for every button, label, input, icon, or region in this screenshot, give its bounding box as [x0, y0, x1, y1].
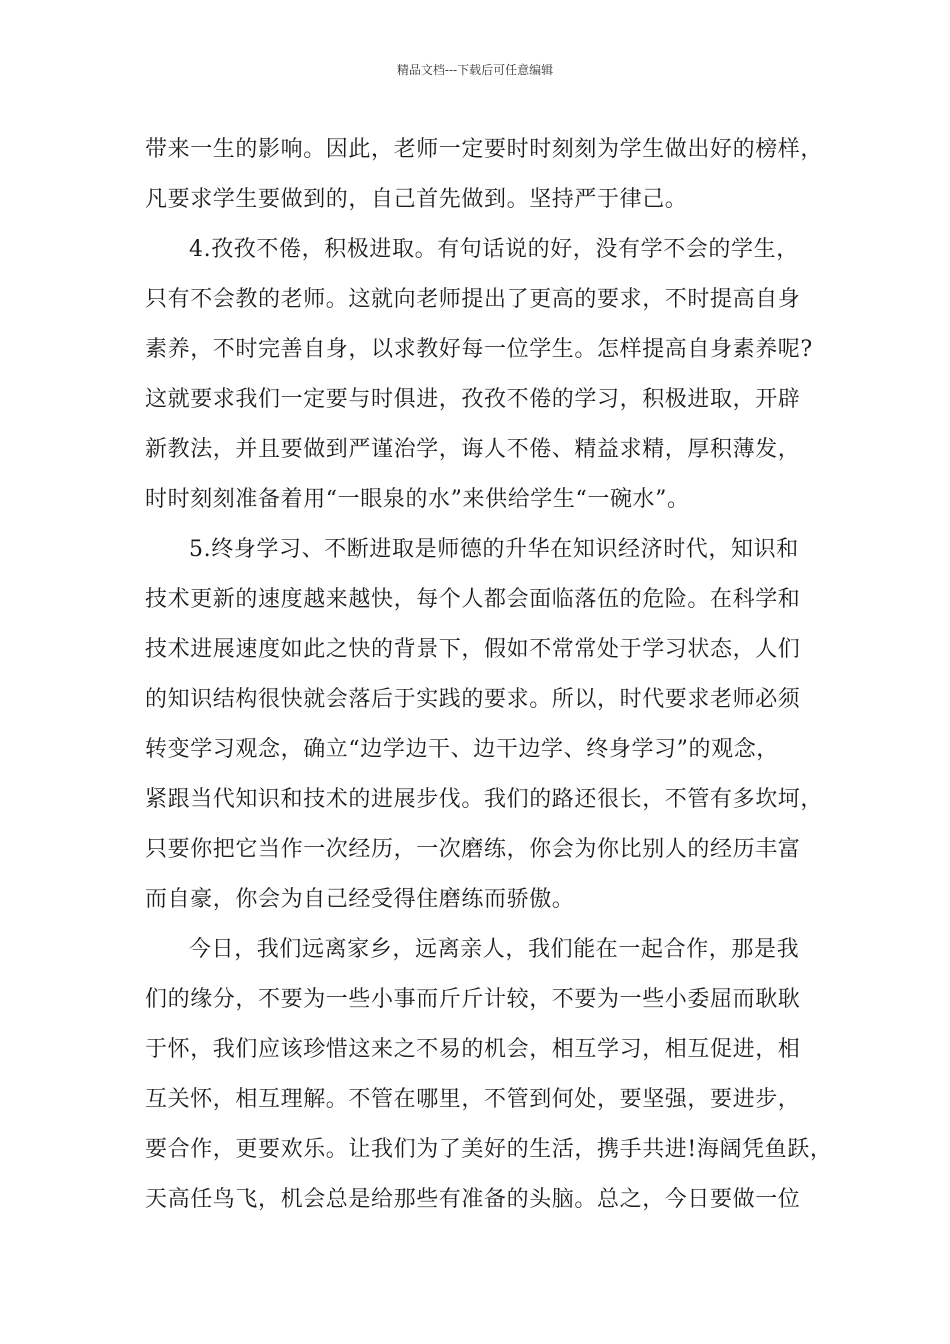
text-line: 技术更新的速度越来越快，每个人都会面临落伍的危险。在科学和	[145, 587, 801, 612]
text-line: 转变学习观念，确立“边学边干、边干边学、终身学习”的观念，	[145, 737, 779, 762]
text-line: 这就要求我们一定要与时俱进，孜孜不倦的学习，积极进取，开辟	[145, 387, 801, 412]
text-line: 新教法，并且要做到严谨治学，诲人不倦、精益求精，厚积薄发，	[145, 437, 801, 462]
text-line: 凡要求学生要做到的，自己首先做到。坚持严于律己。	[145, 187, 688, 212]
body-text	[145, 125, 833, 1225]
text-line: 紧跟当代知识和技术的进展步伐。我们的路还很长，不管有多坎坷，	[145, 787, 824, 812]
text-line: 天高任鸟飞，机会总是给那些有准备的头脑。总之，今日要做一位	[145, 1187, 801, 1212]
text-line: 而自豪，你会为自己经受得住磨练而骄傲。	[145, 887, 575, 912]
text-line: 4.孜孜不倦，积极进取。有句话说的好，没有学不会的学生，	[189, 237, 799, 262]
text-line: 要合作，更要欢乐。让我们为了美好的生活，携手共进!海阔凭鱼跃，	[145, 1137, 833, 1162]
text-line: 技术进展速度如此之快的背景下，假如不常常处于学习状态，人们	[145, 637, 801, 662]
text-line: 只有不会教的老师。这就向老师提出了更高的要求，不时提高自身	[145, 287, 801, 312]
text-line: 只要你把它当作一次经历，一次磨练，你会为你比别人的经历丰富	[145, 837, 801, 862]
text-line: 带来一生的影响。因此，老师一定要时时刻刻为学生做出好的榜样，	[145, 137, 824, 162]
text-line: 素养，不时完善自身，以求教好每一位学生。怎样提高自身素养呢?	[145, 337, 813, 362]
text-line: 们的缘分，不要为一些小事而斤斤计较，不要为一些小委屈而耿耿	[145, 987, 801, 1012]
page-header: 精品文档---下载后可任意编辑	[396, 63, 554, 77]
text-line: 时时刻刻准备着用“一眼泉的水”来供给学生“一碗水”。	[145, 487, 690, 512]
text-line: 互关怀，相互理解。不管在哪里，不管到何处，要坚强，要进步，	[145, 1087, 801, 1112]
text-line: 5.终身学习、不断进取是师德的升华在知识经济时代，知识和	[189, 537, 799, 562]
text-line: 今日，我们远离家乡，远离亲人，我们能在一起合作，那是我	[189, 937, 800, 962]
text-line: 于怀，我们应该珍惜这来之不易的机会，相互学习，相互促进，相	[145, 1037, 801, 1062]
text-line: 的知识结构很快就会落后于实践的要求。所以，时代要求老师必须	[145, 687, 801, 712]
